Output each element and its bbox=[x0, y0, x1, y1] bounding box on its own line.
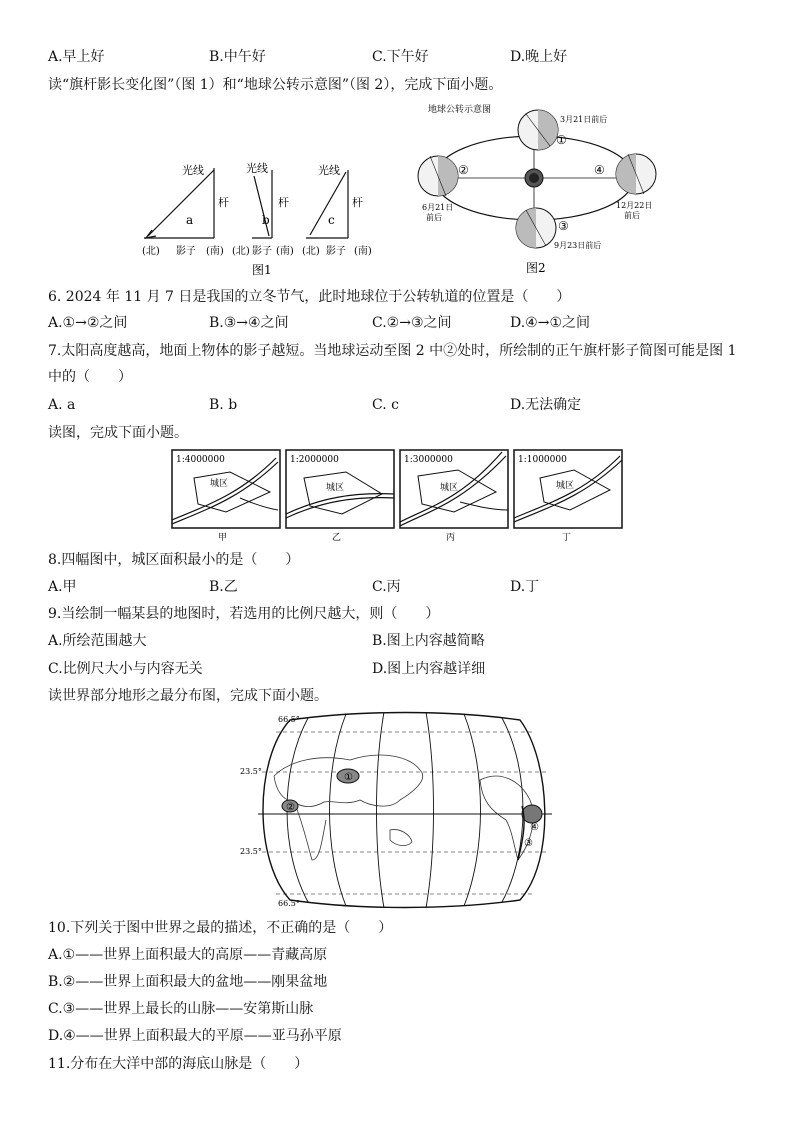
world-marker-2: ② bbox=[286, 802, 295, 813]
map-jia bbox=[172, 450, 280, 543]
q6-stem: 6. 2024 年 11 月 7 日是我国的立冬节气，此时地球位于公转轨道的位置是（ ） bbox=[48, 289, 571, 305]
earth-bottom-icon bbox=[516, 208, 556, 248]
fig1-light-label-a: 光线 bbox=[182, 164, 204, 177]
fig2-num-3: ③ bbox=[558, 219, 569, 233]
fig2-date-right-2: 前后 bbox=[624, 211, 640, 220]
fig2-num-2: ② bbox=[458, 163, 469, 177]
map-bing bbox=[400, 450, 508, 543]
earth-right-icon bbox=[616, 154, 656, 194]
map-yi-label: 城区 bbox=[326, 483, 345, 493]
intro-world-map: 读世界部分地形之最分布图，完成下面小题。 bbox=[48, 688, 328, 704]
fig1-pole-label-c: 杆 bbox=[352, 196, 363, 209]
world-lat-s235: 23.5° bbox=[240, 847, 262, 856]
intro-fig12: 读“旗杆影长变化图”（图 1）和“地球公转示意图”（图 2），完成下面小题。 bbox=[48, 77, 503, 93]
q7-option-c: C. c bbox=[372, 397, 399, 413]
q11-stem: 11.分布在大洋中部的海底山脉是（ ） bbox=[48, 1056, 309, 1072]
map-bing-label: 城区 bbox=[440, 483, 459, 493]
q10-option-d: D.④——世界上面积最大的平原——亚马孙平原 bbox=[48, 1028, 342, 1044]
q7-stem-line2: 中的（ ） bbox=[48, 369, 132, 385]
q5-option-b: B.中午好 bbox=[209, 49, 266, 65]
q6-option-a: A.①→②之间 bbox=[48, 315, 128, 331]
world-marker-3: ③ bbox=[524, 838, 533, 849]
fig2-date-top: 3月21日前后 bbox=[560, 115, 608, 124]
fig2-date-bottom: 9月23日前后 bbox=[554, 241, 602, 250]
intro-maps: 读图，完成下面小题。 bbox=[48, 425, 188, 441]
q10-option-c: C.③——世界上最长的山脉——安第斯山脉 bbox=[48, 1001, 314, 1017]
fig1-shadow-n3: (北) bbox=[302, 246, 320, 257]
fig1-letter-a: a bbox=[186, 213, 194, 227]
map-ding-caption: 丁 bbox=[562, 533, 572, 543]
q6-option-b: B.③→④之间 bbox=[209, 315, 289, 331]
q7-option-a: A. a bbox=[48, 397, 76, 413]
fig1-letter-c: c bbox=[328, 213, 335, 227]
map-yi-caption: 乙 bbox=[332, 533, 342, 543]
q9-option-b: B.图上内容越简略 bbox=[372, 633, 485, 649]
fig1-pole-label-b: 杆 bbox=[278, 196, 289, 209]
q10-stem: 10.下列关于图中世界之最的描述，不正确的是（ ） bbox=[48, 920, 393, 936]
map-jia-scale: 1:4000000 bbox=[176, 455, 225, 465]
q10-option-a: A.①——世界上面积最大的高原——青藏高原 bbox=[48, 947, 328, 963]
world-marker-1: ① bbox=[344, 772, 353, 783]
fig1-light-label-c: 光线 bbox=[318, 164, 340, 177]
figure-1-pole-shadow bbox=[130, 158, 380, 278]
map-yi bbox=[286, 450, 394, 543]
earth-left-icon bbox=[418, 156, 458, 196]
q9-stem: 9.当绘制一幅某县的地图时，若选用的比例尺越大，则（ ） bbox=[48, 606, 440, 622]
scale-maps-figure bbox=[170, 448, 626, 544]
q8-option-c: C.丙 bbox=[372, 579, 401, 595]
fig1-shadow-e2: (南) bbox=[276, 246, 294, 257]
world-lat-n235: 23.5° bbox=[240, 767, 262, 776]
map-yi-scale: 1:2000000 bbox=[290, 455, 339, 465]
q5-option-d: D.晚上好 bbox=[510, 49, 568, 65]
q8-option-b: B.乙 bbox=[209, 579, 238, 595]
fig1-pole-label-a: 杆 bbox=[218, 196, 229, 209]
map-ding bbox=[514, 450, 622, 543]
q9-option-d: D.图上内容越详细 bbox=[372, 661, 486, 677]
fig1-shadow-e1: (南) bbox=[206, 246, 224, 257]
map-ding-scale: 1:1000000 bbox=[518, 455, 567, 465]
fig1-shadow-s3: 影子 bbox=[326, 246, 346, 257]
world-marker-4: ④ bbox=[530, 822, 539, 833]
world-lat-s665: 66.5° bbox=[278, 899, 300, 908]
fig1-shadow-n2: (北) bbox=[232, 246, 250, 257]
q9-option-a: A.所绘范围越大 bbox=[48, 633, 147, 649]
fig2-title: 地球公转示意图 bbox=[428, 105, 492, 115]
q5-option-a: A.早上好 bbox=[48, 49, 105, 65]
map-bing-scale: 1:3000000 bbox=[404, 455, 453, 465]
fig1-letter-b: b bbox=[262, 213, 270, 227]
earth-top-icon bbox=[518, 110, 558, 150]
fig2-num-1: ① bbox=[556, 133, 567, 147]
fig2-caption: 图2 bbox=[526, 261, 546, 275]
map-bing-caption: 丙 bbox=[446, 533, 456, 543]
fig1-shadow-e3: (南) bbox=[354, 246, 372, 257]
q8-stem: 8.四幅图中，城区面积最小的是（ ） bbox=[48, 552, 300, 568]
map-jia-caption: 甲 bbox=[218, 533, 228, 543]
map-ding-label: 城区 bbox=[556, 481, 575, 491]
q7-option-d: D.无法确定 bbox=[510, 397, 582, 413]
q9-option-c: C.比例尺大小与内容无关 bbox=[48, 661, 203, 677]
figure-2-earth-revolution bbox=[414, 100, 664, 280]
map-jia-label: 城区 bbox=[210, 479, 229, 489]
q8-option-d: D.丁 bbox=[510, 579, 540, 595]
q10-option-b: B.②——世界上面积最大的盆地——刚果盆地 bbox=[48, 974, 328, 990]
fig2-date-left-1: 6月21日 bbox=[422, 203, 454, 212]
q7-stem-line1: 7.太阳高度越高，地面上物体的影子越短。当地球运动至图 2 中②处时，所绘制的正午旗杆影子简图可能是图 1 bbox=[48, 343, 737, 359]
q8-option-a: A.甲 bbox=[48, 579, 77, 595]
fig1-caption: 图1 bbox=[252, 263, 272, 277]
world-landforms-map bbox=[240, 710, 560, 910]
q6-option-d: D.④→①之间 bbox=[510, 315, 591, 331]
fig1-shadow-s2: 影子 bbox=[252, 246, 272, 257]
fig1-light-label-b: 光线 bbox=[246, 162, 268, 175]
fig1-shadow-s1: 影子 bbox=[176, 246, 196, 257]
fig2-num-4: ④ bbox=[594, 163, 605, 177]
world-lat-n665: 66.5° bbox=[278, 715, 300, 724]
fig2-date-right-1: 12月22日 bbox=[616, 201, 653, 210]
q7-option-b: B. b bbox=[209, 397, 238, 413]
fig1-shadow-n1: (北) bbox=[142, 246, 160, 257]
fig2-date-left-2: 前后 bbox=[426, 213, 442, 222]
q5-option-c: C.下午好 bbox=[372, 49, 429, 65]
q6-option-c: C.②→③之间 bbox=[372, 315, 452, 331]
